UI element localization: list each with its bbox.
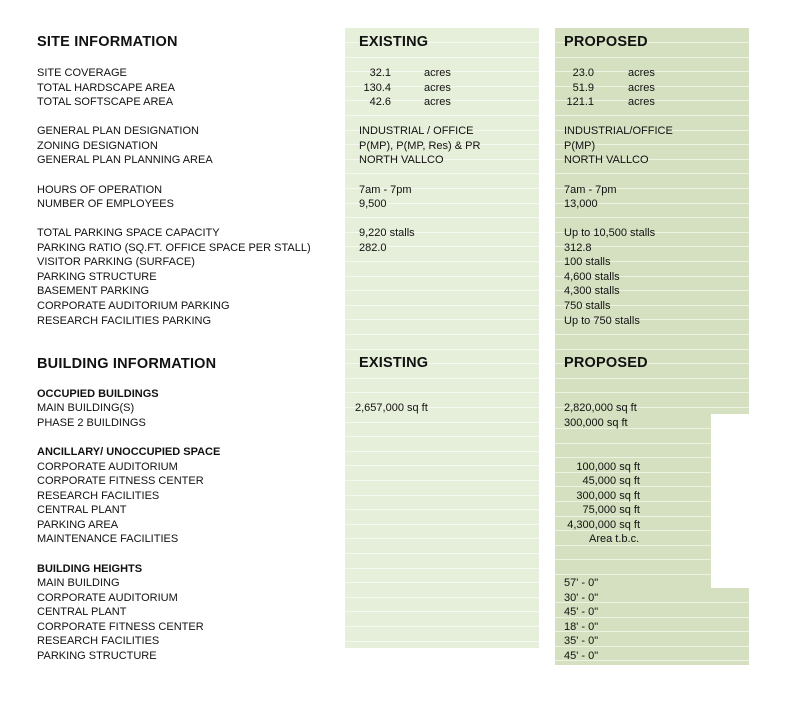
proposed-value: 100 stalls — [564, 256, 611, 268]
table-row — [0, 241, 800, 255]
row-label: MAIN BUILDING — [37, 577, 120, 589]
table-row — [0, 270, 800, 284]
building-information-heading: BUILDING INFORMATION — [37, 356, 217, 372]
table-row — [0, 299, 800, 313]
proposed-value: 13,000 — [564, 198, 598, 210]
table-row — [0, 591, 800, 605]
proposed-value: 45' - 0" — [564, 650, 599, 662]
table-row — [0, 401, 800, 415]
row-label: CORPORATE AUDITORIUM — [37, 592, 178, 604]
existing-unit: acres — [424, 96, 451, 108]
row-separator — [555, 57, 749, 58]
table-row — [0, 81, 800, 95]
existing-column-band — [345, 28, 539, 648]
existing-value: 9,220 stalls — [359, 227, 415, 239]
row-label: CORPORATE AUDITORIUM — [37, 461, 178, 473]
proposed-value: 300,000 sq ft — [564, 417, 628, 429]
table-row — [0, 634, 800, 648]
ancillary-space-title: ANCILLARY/ UNOCCUPIED SPACE — [37, 446, 221, 458]
row-label: TOTAL PARKING SPACE CAPACITY — [37, 227, 220, 239]
table-row — [0, 255, 800, 269]
row-separator — [345, 349, 539, 350]
proposed-value: 300,000 sq ft — [576, 490, 640, 502]
proposed-unit: acres — [628, 67, 655, 79]
proposed-value: 100,000 sq ft — [576, 461, 640, 473]
row-label: GENERAL PLAN PLANNING AREA — [37, 154, 213, 166]
row-label: PARKING STRUCTURE — [37, 650, 157, 662]
row-label: CORPORATE FITNESS CENTER — [37, 475, 204, 487]
row-label: TOTAL SOFTSCAPE AREA — [37, 96, 174, 108]
row-label: VISITOR PARKING (SURFACE) — [37, 256, 195, 268]
existing-value: P(MP), P(MP, Res) & PR — [359, 140, 481, 152]
proposed-value: Up to 750 stalls — [564, 315, 640, 327]
row-separator — [345, 553, 539, 554]
proposed-unit: acres — [628, 96, 655, 108]
row-separator — [555, 559, 711, 560]
proposed-value: Up to 10,500 stalls — [564, 227, 656, 239]
existing-unit: acres — [424, 67, 451, 79]
building-proposed-heading: PROPOSED — [564, 355, 648, 371]
proposed-value: 75,000 sq ft — [582, 504, 640, 516]
proposed-value: 7am - 7pm — [564, 184, 617, 196]
existing-value: 282.0 — [359, 242, 387, 254]
section-title — [0, 445, 800, 459]
proposed-value: 45,000 sq ft — [582, 475, 640, 487]
table-row — [0, 605, 800, 619]
table-row — [0, 576, 800, 590]
proposed-value: 2,820,000 sq ft — [564, 402, 637, 414]
row-separator — [345, 378, 539, 379]
existing-value: 7am - 7pm — [359, 184, 412, 196]
table-row — [0, 460, 800, 474]
section-title — [0, 562, 800, 576]
table-row — [0, 518, 800, 532]
proposed-value: Area t.b.c. — [589, 533, 640, 545]
proposed-value: 121.1 — [566, 96, 594, 108]
table-row — [0, 95, 800, 109]
row-label: HOURS OF OPERATION — [37, 184, 163, 196]
row-label: PARKING AREA — [37, 519, 119, 531]
proposed-value: 23.0 — [572, 67, 594, 79]
table-row — [0, 503, 800, 517]
site-information-heading: SITE INFORMATION — [37, 34, 178, 50]
row-separator — [555, 443, 711, 444]
proposed-value: 35' - 0" — [564, 635, 599, 647]
proposed-value: 750 stalls — [564, 300, 611, 312]
section-title — [0, 387, 800, 401]
proposed-value: 4,600 stalls — [564, 271, 620, 283]
proposed-value: INDUSTRIAL/OFFICE — [564, 125, 673, 137]
row-label: MAIN BUILDING(S) — [37, 402, 135, 414]
row-label: GENERAL PLAN DESIGNATION — [37, 125, 199, 137]
proposed-value: P(MP) — [564, 140, 596, 152]
row-label: NUMBER OF EMPLOYEES — [37, 198, 174, 210]
existing-unit: acres — [424, 82, 451, 94]
proposed-value: 57' - 0" — [564, 577, 599, 589]
proposed-value: NORTH VALLCO — [564, 154, 649, 166]
table-row — [0, 139, 800, 153]
row-label: MAINTENANCE FACILITIES — [37, 533, 179, 545]
row-label: RESEARCH FACILITIES — [37, 635, 160, 647]
row-separator — [555, 173, 749, 174]
table-row — [0, 416, 800, 430]
row-separator — [345, 115, 539, 116]
table-row — [0, 66, 800, 80]
table-row — [0, 284, 800, 298]
table-row — [0, 314, 800, 328]
proposed-value: 30' - 0" — [564, 592, 599, 604]
existing-value: 130.4 — [363, 82, 391, 94]
table-row — [0, 649, 800, 663]
site-proposed-heading: PROPOSED — [564, 34, 648, 50]
row-label: RESEARCH FACILITIES PARKING — [37, 315, 212, 327]
site-existing-heading: EXISTING — [359, 34, 429, 50]
row-label: BASEMENT PARKING — [37, 285, 150, 297]
occupied-buildings-title: OCCUPIED BUILDINGS — [37, 388, 159, 400]
existing-value: NORTH VALLCO — [359, 154, 444, 166]
proposed-value: 4,300 stalls — [564, 285, 620, 297]
row-label: SITE COVERAGE — [37, 67, 127, 79]
row-label: CENTRAL PLANT — [37, 504, 127, 516]
proposed-value: 312.8 — [564, 242, 592, 254]
existing-value: 32.1 — [369, 67, 391, 79]
proposed-unit: acres — [628, 82, 655, 94]
table-row — [0, 183, 800, 197]
row-label: PHASE 2 BUILDINGS — [37, 417, 146, 429]
existing-value: 9,500 — [359, 198, 387, 210]
row-separator — [345, 334, 539, 335]
proposed-value: 18' - 0" — [564, 621, 599, 633]
proposed-value: 51.9 — [572, 82, 594, 94]
row-label: RESEARCH FACILITIES — [37, 490, 160, 502]
table-row — [0, 620, 800, 634]
proposed-value: 4,300,000 sq ft — [567, 519, 640, 531]
row-label: PARKING RATIO (SQ.FT. OFFICE SPACE PER STALL) — [37, 242, 311, 254]
row-label: ZONING DESIGNATION — [37, 140, 158, 152]
existing-value: INDUSTRIAL / OFFICE — [359, 125, 474, 137]
row-separator — [345, 57, 539, 58]
building-heights-title: BUILDING HEIGHTS — [37, 563, 143, 575]
row-separator — [345, 217, 539, 218]
row-label: CORPORATE FITNESS CENTER — [37, 621, 204, 633]
row-label: PARKING STRUCTURE — [37, 271, 157, 283]
existing-value: 42.6 — [369, 96, 391, 108]
row-separator — [555, 115, 749, 116]
table-row — [0, 197, 800, 211]
table-row — [0, 474, 800, 488]
table-row — [0, 489, 800, 503]
row-separator — [345, 173, 539, 174]
table-row — [0, 124, 800, 138]
proposed-value: 45' - 0" — [564, 606, 599, 618]
building-existing-heading: EXISTING — [359, 355, 429, 371]
table-row — [0, 226, 800, 240]
row-separator — [345, 436, 539, 437]
existing-value: 2,657,000 sq ft — [355, 402, 428, 414]
row-separator — [555, 349, 749, 350]
row-label: CORPORATE AUDITORIUM PARKING — [37, 300, 230, 312]
row-label: TOTAL HARDSCAPE AREA — [37, 82, 175, 94]
table-row — [0, 532, 800, 546]
row-separator — [555, 378, 749, 379]
row-separator — [555, 217, 749, 218]
row-label: CENTRAL PLANT — [37, 606, 127, 618]
row-separator — [555, 334, 749, 335]
table-row — [0, 153, 800, 167]
